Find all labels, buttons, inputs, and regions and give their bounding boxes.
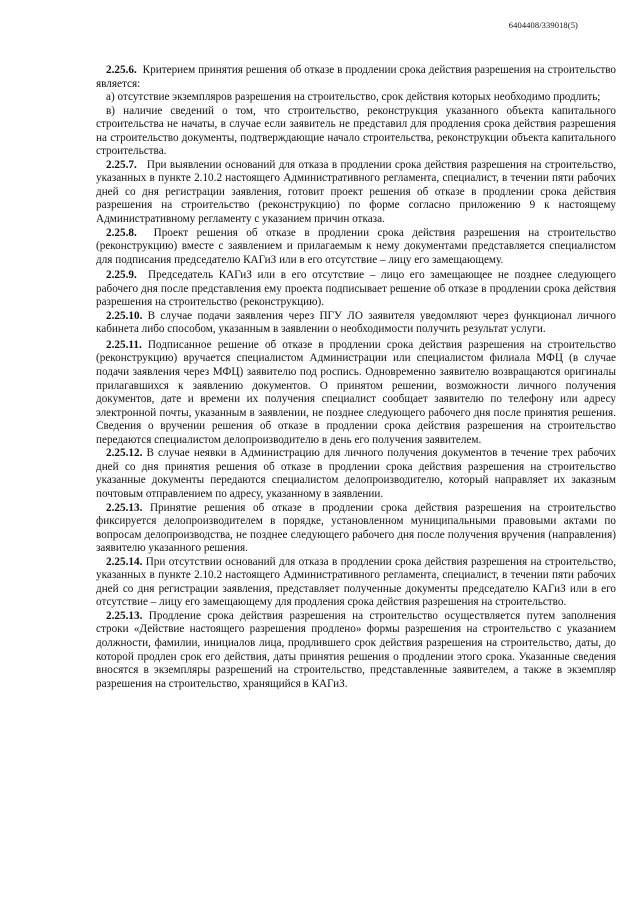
- paragraph-text: Критерием принятия решения об отказе в продлении срока действия разрешения на строительство является:: [96, 64, 617, 90]
- paragraph-text: При выявлении оснований для отказа в продлении срока действия разрешения на строительство, указанных в пункте 2.10.2 настоящего Административного регламента, специалист, в течении пяти рабочих дней со дня регистрации заявления, готовит проект решения об отказе в продлении срока действия разрешения на строительство (реконструкцию) по форме согласно приложению 9 к настоящему Административному регламенту с указанием причин отказа.: [96, 158, 616, 226]
- paragraph: [96, 502, 616, 556]
- paragraph-text: в) наличие сведений о том, что строительство, реконструкция указанного объекта капитального строительства не начаты, в случае если заявитель не представил для продления срока действия разрешения на строительство документы, подтверждающие начало строительства, реконструкции объекта капитального строительства.: [96, 104, 616, 158]
- paragraph-text: Председатель КАГиЗ или в его отсутствие – лицо его замещающее не позднее следующего рабочего дня после представления ему проекта подписывает решение об отказе в продлении срока действия разрешения на строительство (реконструкцию).: [96, 269, 616, 309]
- paragraph: [96, 105, 616, 159]
- paragraph-text: Подписанное решение об отказе в продлении срока действия разрешения на строительство (реконструкцию) вручается специалистом Администрации или специалистом филиала МФЦ (в случае подачи заявления через МФЦ) заявителю под роспись. Одновременно заявителю возвращаются оригиналы прилагавшихся к заявлению документов. О принятом решении, возможности личного получения документов, дате и времени их получения специалист сообщает заявителю по телефону или адресу электронной почты, указанным в заявлении, не позднее следующего рабочего дня после принятия решения. Сведения о вручении решения об отказе в продлении срока действия разрешения на строительство передаются специалистом делопроизводителю в день его получения заявителем.: [96, 338, 616, 446]
- paragraph: [96, 64, 616, 91]
- paragraph-text: При отсутствии оснований для отказа в продлении срока действия разрешения на строительство, указанных в пункте 2.10.2 настоящего Административного регламента, специалист, в течении пяти рабочих дней со дня регистрации заявления, представляет полученные документы председателю КАГиЗ или в его отсутствие – лицу его замещающему для продления срока действия разрешения на строительство.: [96, 555, 616, 609]
- clause-number: 2.25.6.: [106, 64, 137, 76]
- paragraph-text: Проект решения об отказе в продлении срока действия разрешения на строительство (реконструкцию) вместе с заявлением и прилагаемым к нему документами представляется специалистом для подписания председателю КАГиЗ или в его отсутствие – лицу его замещающему.: [96, 226, 617, 266]
- paragraph: [96, 159, 616, 227]
- document-body: [96, 64, 616, 691]
- clause-number: 2.25.10.: [106, 309, 143, 322]
- paragraph: [96, 227, 616, 268]
- paragraph-text: Принятие решения об отказе в продлении срока действия разрешения на строительство фиксируется делопроизводителем в порядке, установленном муниципальными правовыми актами по вопросам делопроизводства, не позднее следующего рабочего дня после получения вручения (направления) заявителю указанного решения.: [96, 501, 616, 555]
- paragraph-text: а) отсутствие экземпляров разрешения на строительство, срок действия которых необходимо продлить;: [106, 91, 601, 104]
- paragraph: [96, 447, 616, 501]
- paragraph-text: Продление срока действия разрешения на строительство осуществляется путем заполнения строки «Действие настоящего разрешения продлено» формы разрешения на строительство с указанием должности, фамилии, инициалов лица, продлившего срок действия разрешения на строительство, даты, до которой продлен срок его действия, даты принятия решения о продлении этого срока. Указанные сведения вносятся в экземпляры разрешений на строительство, представленные заявителем, а также в экземпляр разрешения на строительство, хранящийся в КАГиЗ.: [96, 609, 617, 690]
- paragraph: [96, 91, 616, 105]
- clause-number: 2.25.7.: [106, 158, 137, 171]
- document-id: 6404408/339018(5): [508, 20, 578, 30]
- clause-number: 2.25.8.: [106, 226, 137, 239]
- clause-number: 2.25.12.: [106, 447, 143, 460]
- clause-number: 2.25.13.: [106, 501, 143, 514]
- clause-number: 2.25.11.: [106, 338, 142, 351]
- clause-number: 2.25.9.: [106, 269, 137, 282]
- paragraph: [96, 310, 616, 337]
- paragraph: [96, 339, 616, 447]
- clause-number: 2.25.14.: [106, 555, 143, 568]
- clause-number: 2.25.13.: [106, 609, 143, 622]
- paragraph-text: В случае подачи заявления через ПГУ ЛО заявителя уведомляют через функционал личного кабинета либо способом, указанным в заявлении о необходимости получить результат услуги.: [96, 309, 616, 336]
- paragraph-text: В случае неявки в Администрацию для личного получения документов в течение трех рабочих дней со дня принятия решения об отказе в продлении срока действия разрешения на строительство указанные документы передаются специалистом делопроизводителю, который направляет их заказным почтовым отправлением по адресу, указанному в заявлении.: [96, 447, 616, 500]
- paragraph: [96, 556, 616, 610]
- paragraph: [96, 610, 616, 691]
- paragraph: [96, 269, 616, 310]
